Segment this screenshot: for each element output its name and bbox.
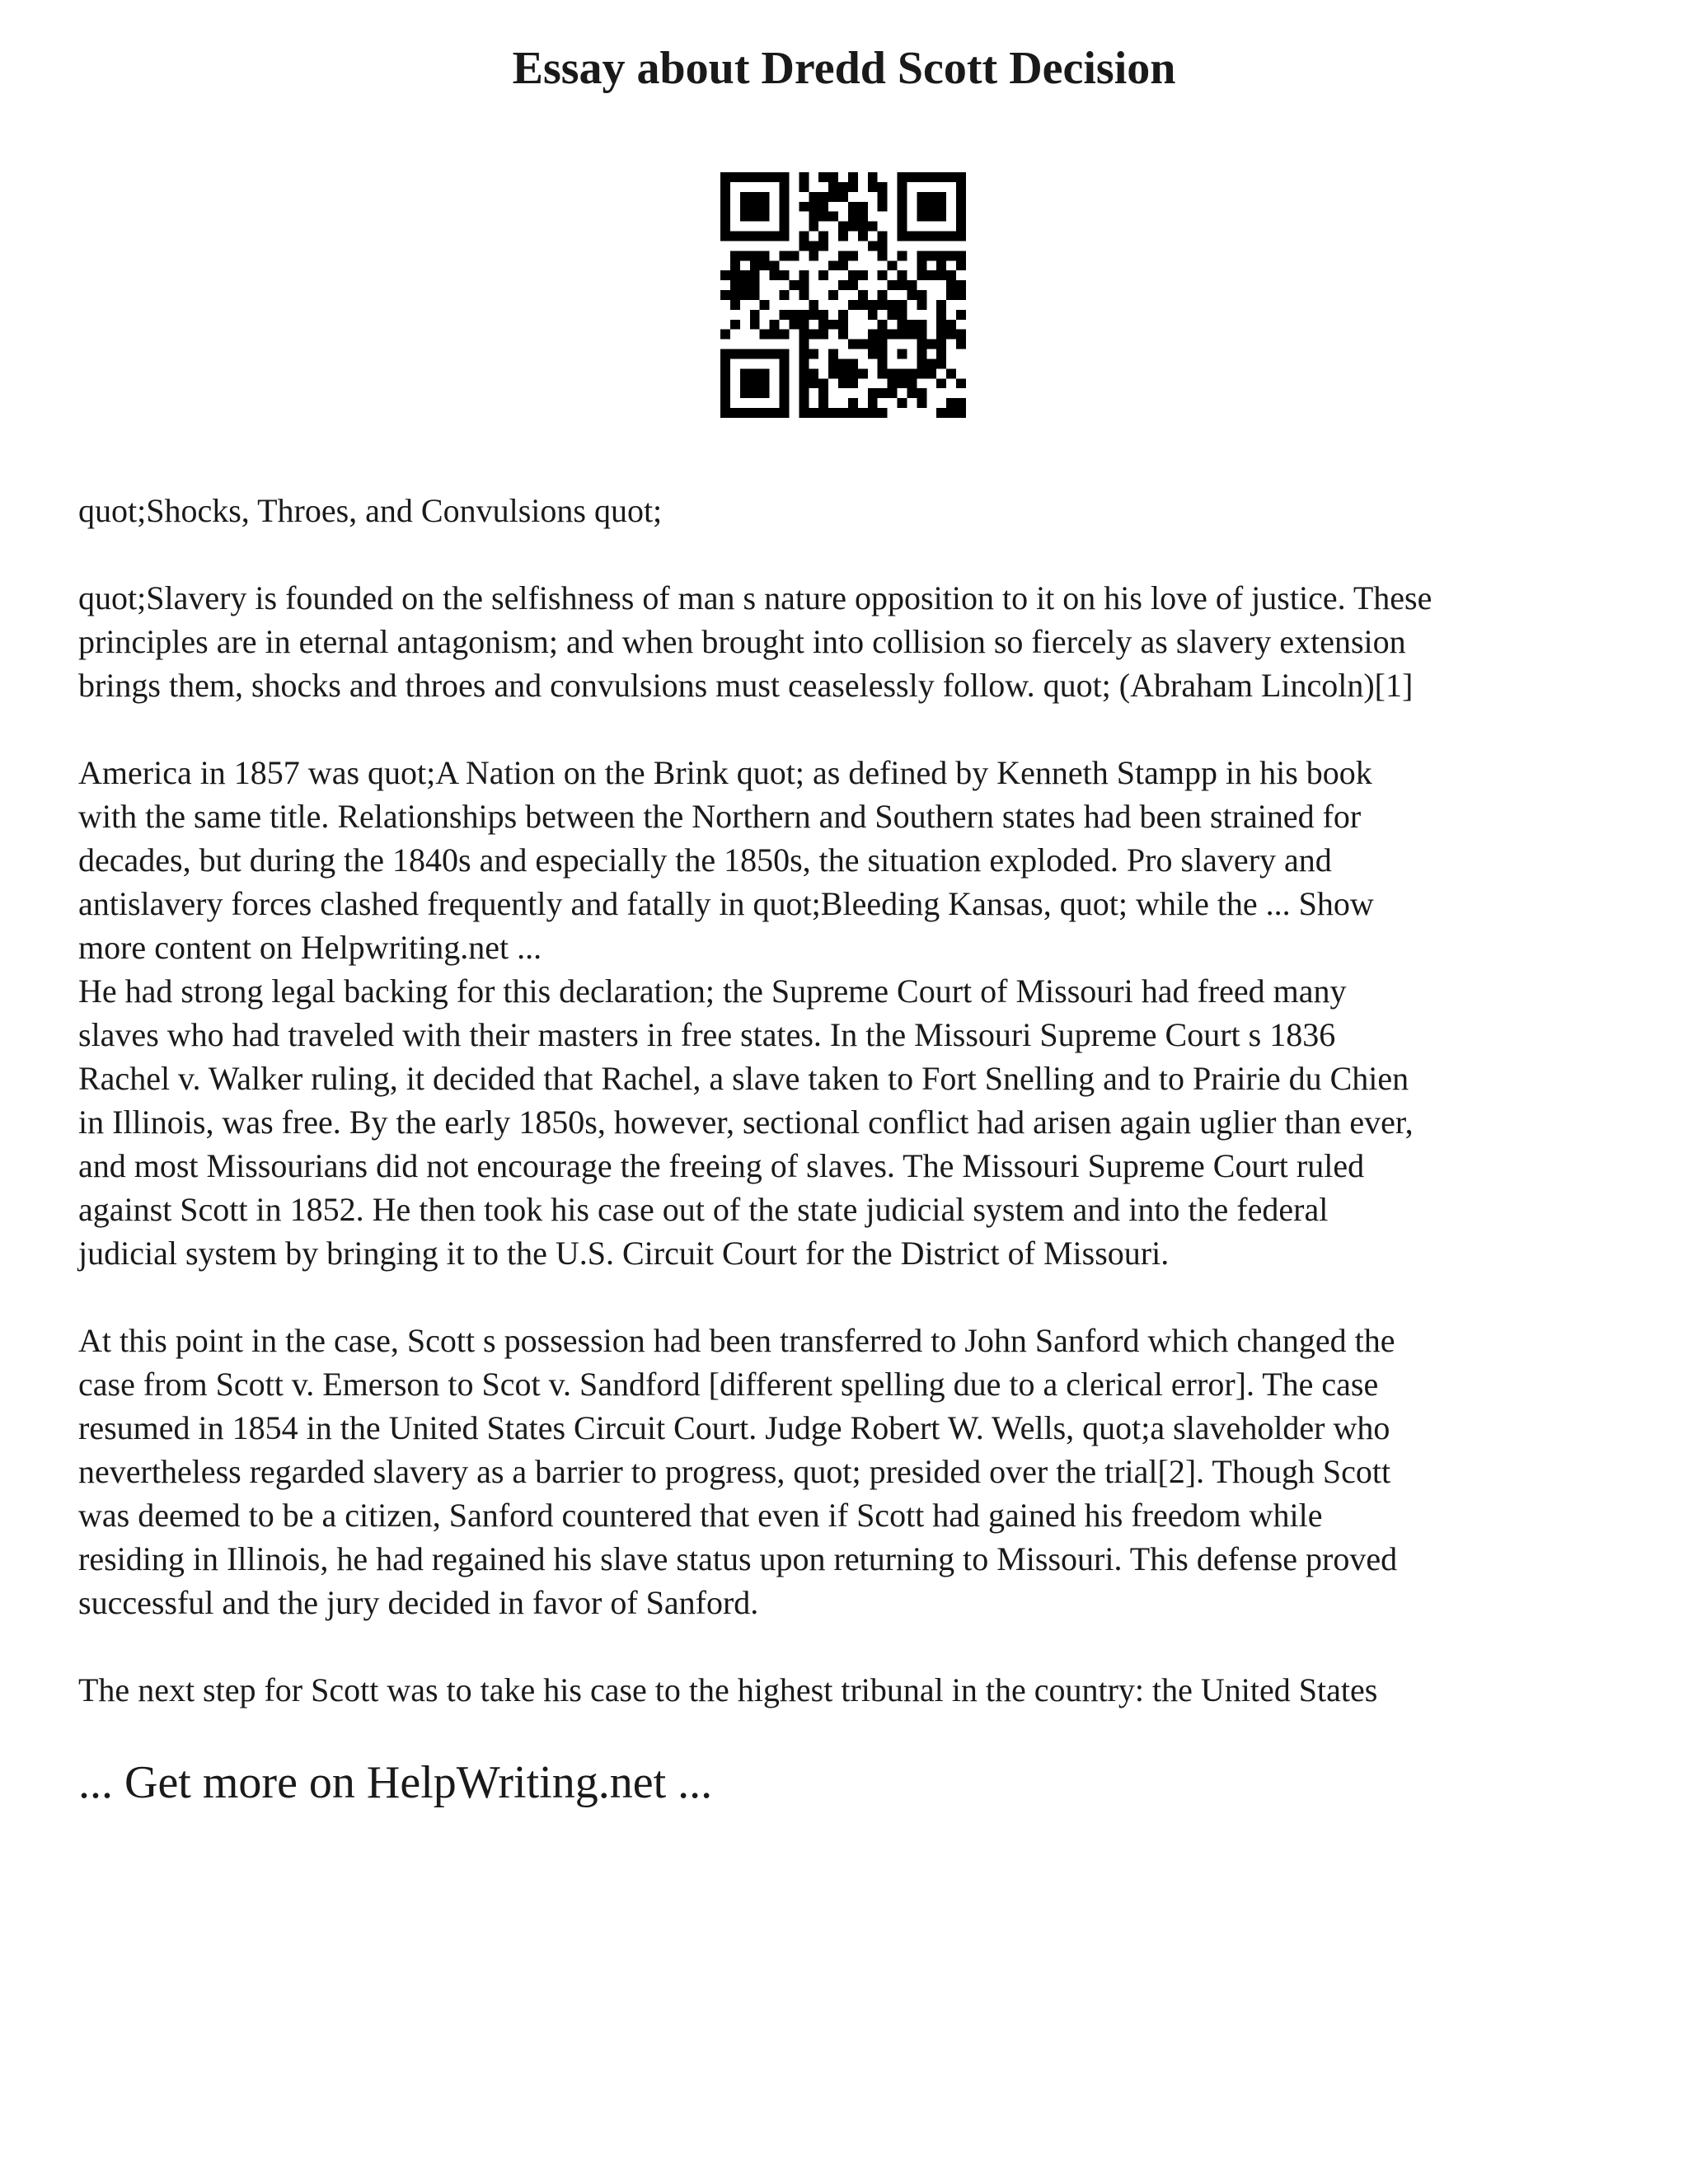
paragraph-heading-quote: quot;Shocks, Throes, and Convulsions quot;	[78, 492, 663, 529]
document-title: Essay about Dredd Scott Decision	[512, 43, 1176, 94]
helpwriting-link[interactable]: ... Get more on HelpWriting.net ...	[78, 1757, 713, 1808]
paragraph-legal-backing: He had strong legal backing for this declaration; the Supreme Court of Missouri had freed many slaves who had traveled with their masters in free states. In the Missouri Supreme Court s 1836 Rachel v. Walker ruling, it decided that Rachel, a slave taken to Fort Snelling and to Prairie du Chien in Illinois, was free. By the early 1850s, however, sectional conflict had arisen again uglier than ever, and most Missourians did not encourage the freeing of slaves. The Missouri Supreme Court ruled against Scott in 1852. He then took his case out of the state judicial system and into the federal judicial system by bringing it to the U.S. Circuit Court for the District of Missouri.	[78, 972, 1414, 1272]
essay-body	[78, 489, 1644, 1712]
paragraph-circuit-court: At this point in the case, Scott s possession had been transferred to John Sanford which changed the case from Scott v. Emerson to Scot v. Sandford [different spelling due to a clerical error]. The case resumed in 1854 in the United States Circuit Court. Judge Robert W. Wells, quot;a slaveholder who nevertheless regarded slavery as a barrier to progress, quot; presided over the trial[2]. Though Scott was deemed to be a citizen, Sanford countered that even if Scott had gained his freedom while residing in Illinois, he had regained his slave status upon returning to Missouri. This defense proved successful and the jury decided in favor of Sanford.	[78, 1322, 1398, 1621]
paragraph-nation-on-brink: America in 1857 was quot;A Nation on the Brink quot; as defined by Kenneth Stampp in his book with the same title. Relationships between the Northern and Southern states had been strained for decades, but during the 1840s and especially the 1850s, the situation exploded. Pro slavery and antislavery forces clashed frequently and fatally in quot;Bleeding Kansas, quot; while the ... Show more content on Helpwriting.net ...	[78, 754, 1374, 966]
paragraph-next-step: The next step for Scott was to take his case to the highest tribunal in the country: the United States	[78, 1671, 1378, 1708]
paragraph-lincoln-quote: quot;Slavery is founded on the selfishness of man s nature opposition to it on his love of justice. These principles are in eternal antagonism; and when brought into collision so fiercely as slavery extension brings them, shocks and throes and convulsions must ceaselessly follow. quot; (Abraham Lincoln)[1]	[78, 579, 1432, 704]
qr-code-icon	[720, 172, 966, 418]
